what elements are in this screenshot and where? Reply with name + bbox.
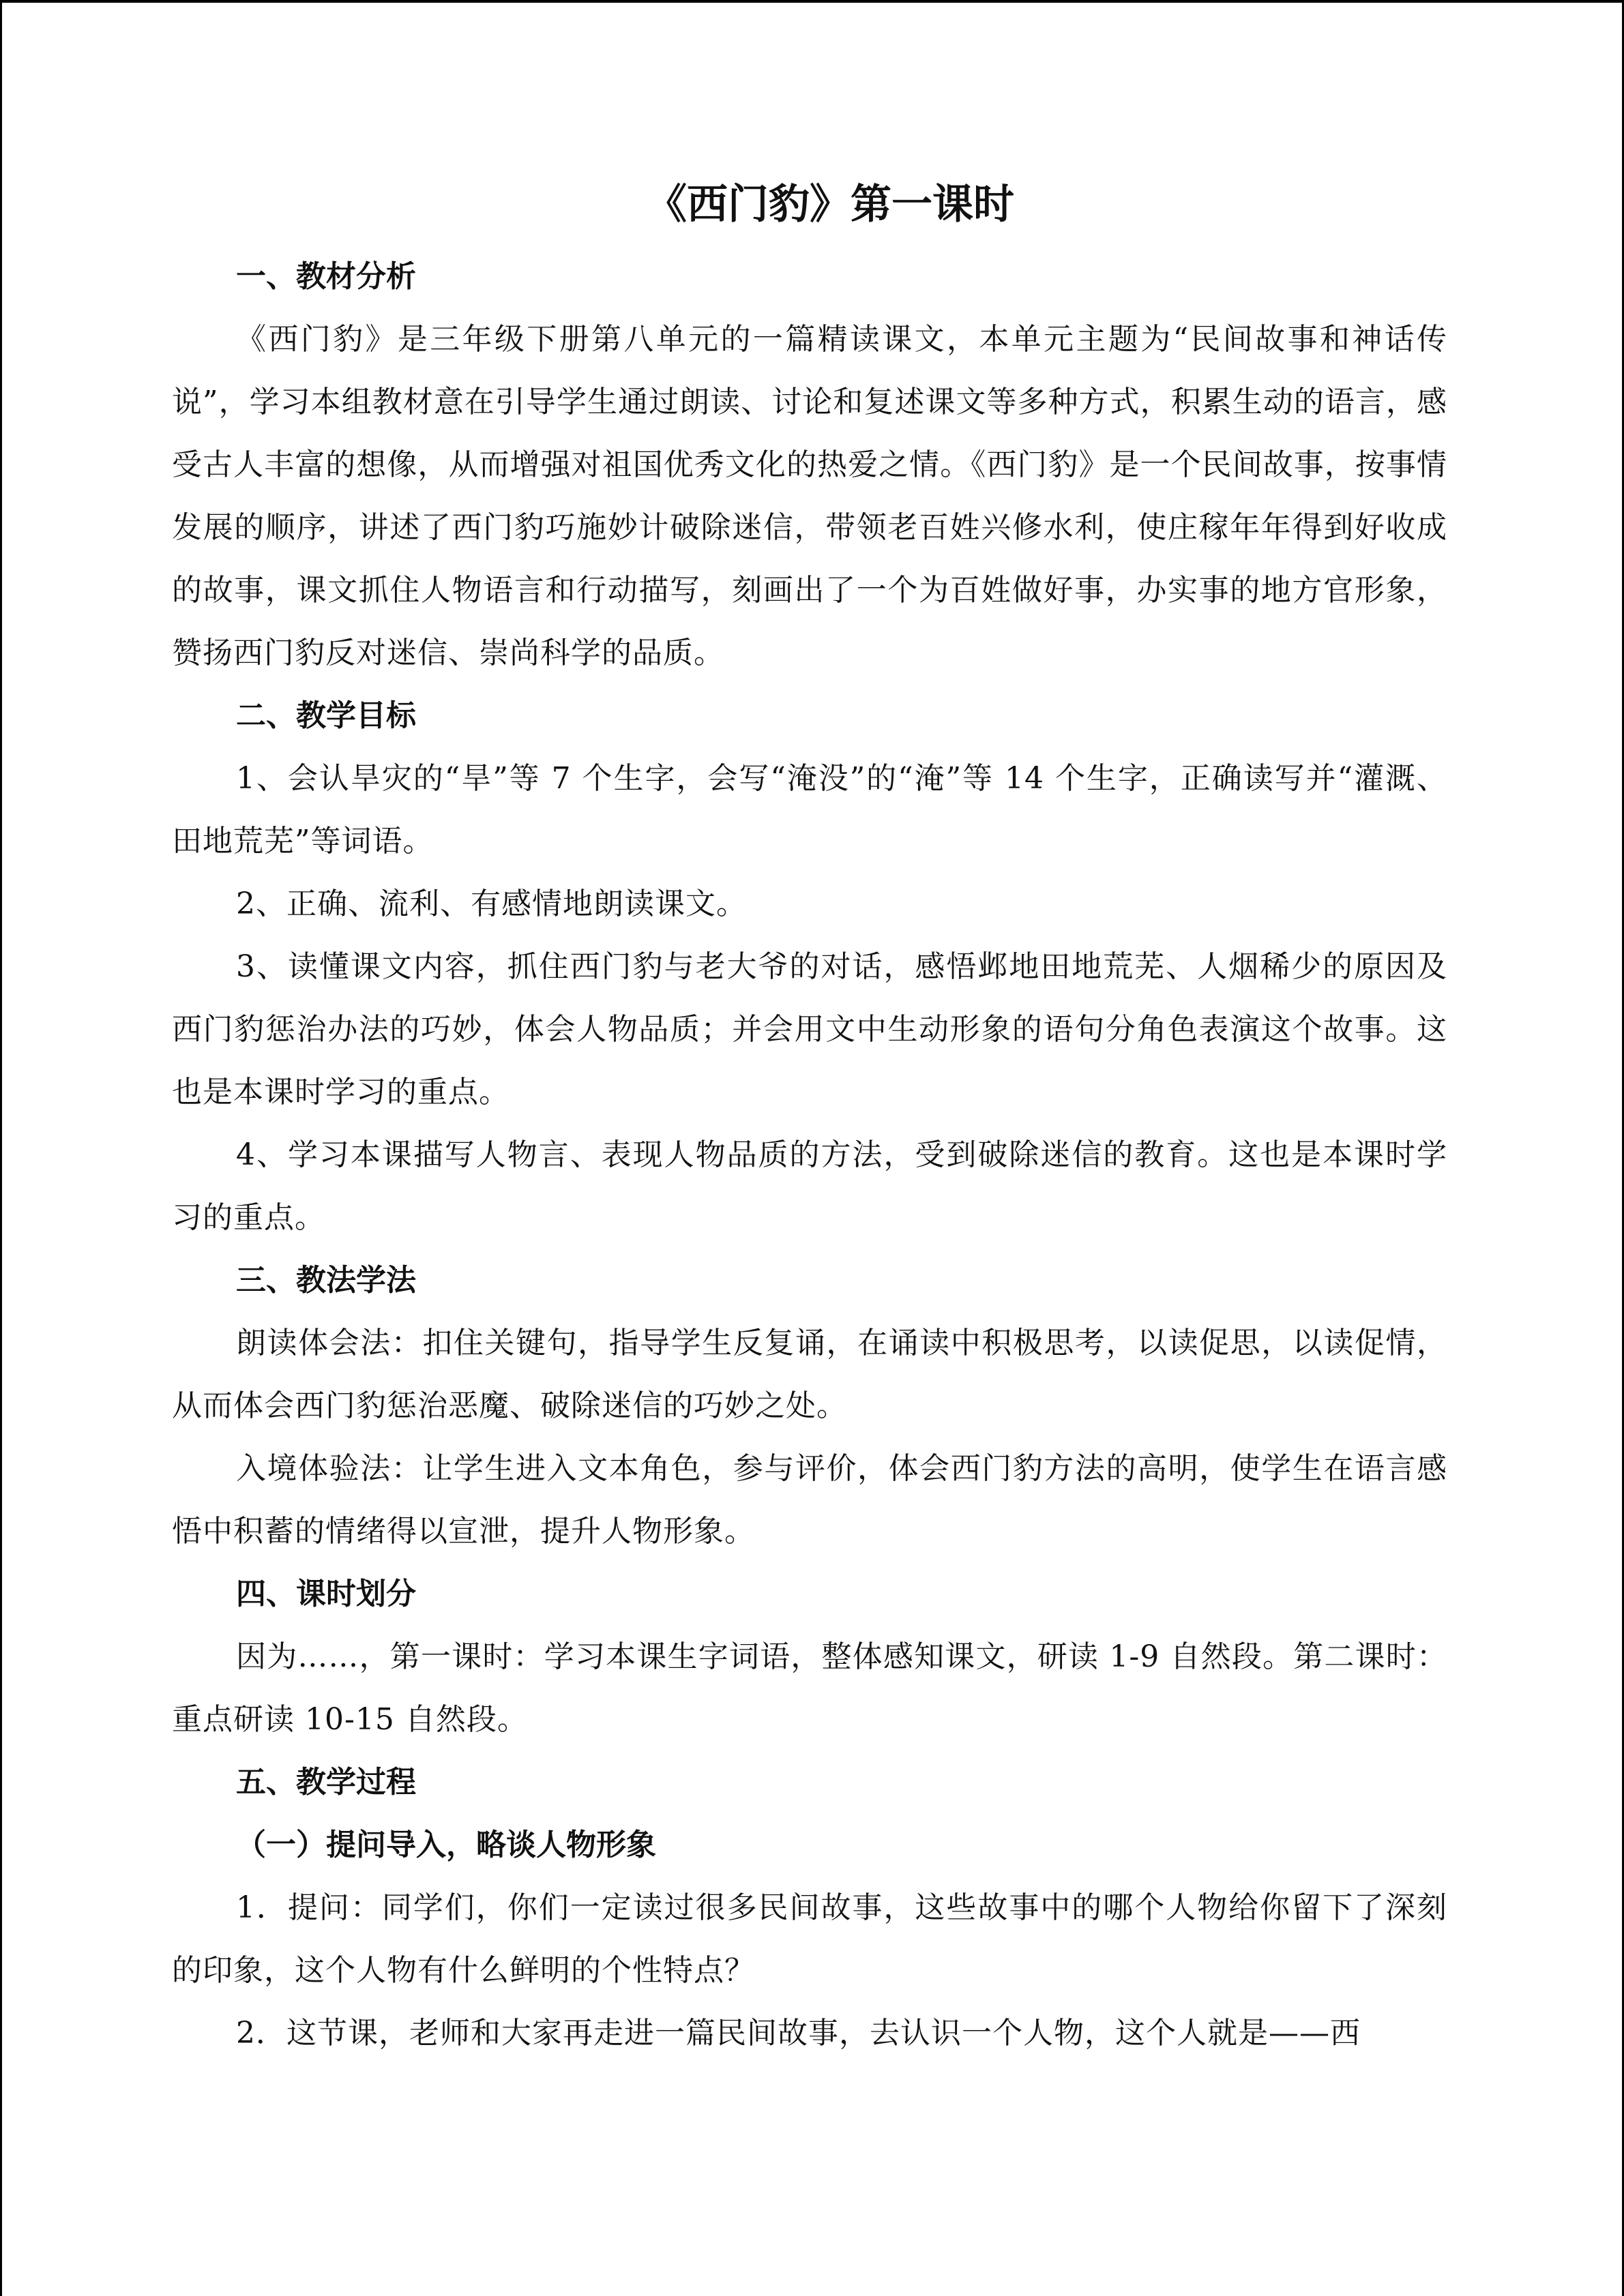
- paragraph: 2．这节课，老师和大家再走进一篇民间故事，去认识一个人物，这个人就是——西: [236, 2016, 1361, 2051]
- section-heading-goals: 二、教学目标: [236, 698, 416, 733]
- paragraph: 3、读懂课文内容，抓住西门豹与老大爷的对话，感悟邺地田地荒芜、人烟稀少的原因及西门豹惩治办法的巧妙，体会人物品质；并会用文中生动形象的语句分角色表演这个故事。这也是本课时学习的重点。: [172, 949, 1447, 1109]
- section-heading-process: 五、教学过程: [236, 1765, 416, 1800]
- section-heading-materials: 一、教材分析: [236, 259, 416, 294]
- paragraph: 2、正确、流利、有感情地朗读课文。: [236, 886, 747, 921]
- paragraph: 入境体验法：让学生进入文本角色，参与评价，体会西门豹方法的高明，使学生在语言感悟中积蓄的情绪得以宣泄，提升人物形象。: [172, 1451, 1447, 1549]
- paragraph: 1、会认旱灾的“旱”等 7 个生字，会写“淹没”的“淹”等 14 个生字，正确读写并“灌溉、田地荒芜”等词语。: [172, 761, 1447, 859]
- paragraph: 1．提问：同学们，你们一定读过很多民间故事，这些故事中的哪个人物给你留下了深刻的印象，这个人物有什么鲜明的个性特点？: [172, 1890, 1447, 1988]
- subsection-heading-intro: （一）提问导入，略谈人物形象: [236, 1828, 656, 1862]
- paragraph: 《西门豹》是三年级下册第八单元的一篇精读课文，本单元主题为“民间故事和神话传说”，学习本组教材意在引导学生通过朗读、讨论和复述课文等多种方式，积累生动的语言，感受古人丰富的想像，从而增强对祖国优秀文化的热爱之情。《西门豹》是一个民间故事，按事情发展的顺序，讲述了西门豹巧施妙计破除迷信，带领老百姓兴修水利，使庄稼年年得到好收成的故事，课文抓住人物语言和行动描写，刻画出了一个为百姓做好事，办实事的地方官形象，赞扬西门豹反对迷信、崇尚科学的品质。: [172, 322, 1447, 670]
- section-heading-methods: 三、教法学法: [236, 1263, 416, 1298]
- paragraph: 因为……，第一课时：学习本课生字词语，整体感知课文，研读 1-9 自然段。第二课时：重点研读 10-15 自然段。: [172, 1639, 1447, 1737]
- paragraph: 4、学习本课描写人物言、表现人物品质的方法，受到破除迷信的教育。这也是本课时学习的重点。: [172, 1137, 1447, 1235]
- page-title: 《西门豹》第一课时: [646, 181, 1014, 228]
- paragraph: 朗读体会法：扣住关键句，指导学生反复诵，在诵读中积极思考，以读促思，以读促情，从而体会西门豹惩治恶魔、破除迷信的巧妙之处。: [172, 1326, 1447, 1423]
- document-body: [172, 170, 1447, 2065]
- section-heading-periods: 四、课时划分: [236, 1577, 416, 1611]
